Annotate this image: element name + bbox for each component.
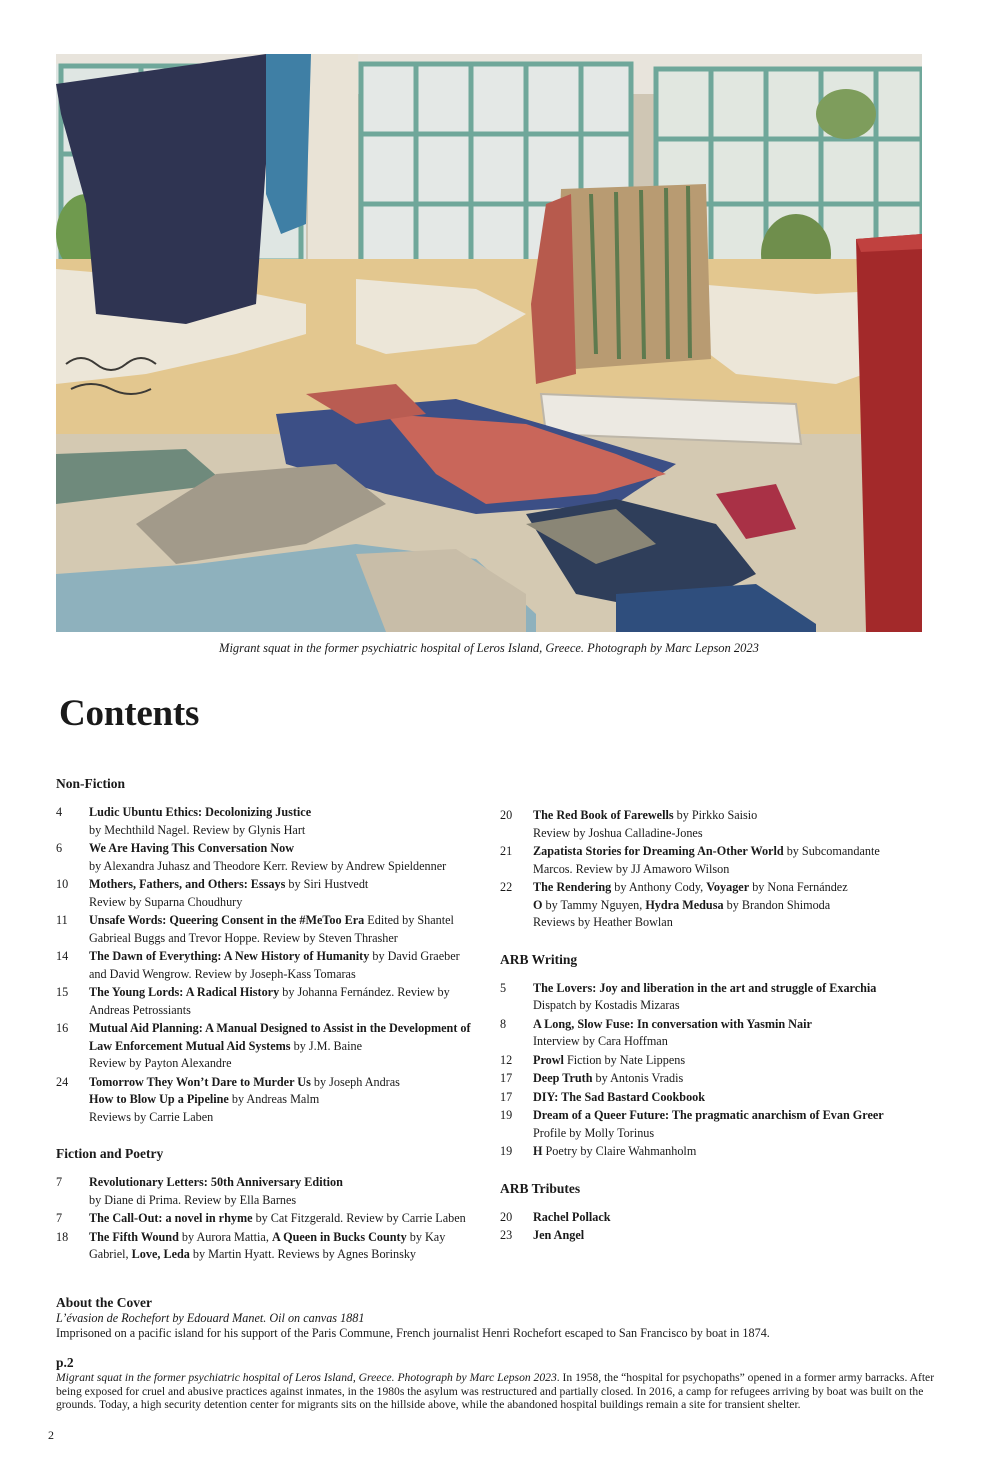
contents-title: Contents xyxy=(59,693,200,734)
section-heading: Fiction and Poetry xyxy=(56,1146,164,1161)
entry-credit: by Diane di Prima. Review by Ella Barnes xyxy=(89,1192,297,1207)
contents-entry xyxy=(56,876,486,911)
entry-title: The Young Lords: A Radical History xyxy=(89,985,280,999)
abandoned-room-illustration xyxy=(56,54,922,632)
entry-title: Hydra Medusa xyxy=(645,897,724,912)
entry-credit: by Martin Hyatt. Reviews by Agnes Borinsky xyxy=(189,1247,417,1261)
entry-title: Dream of a Queer Future: The pragmatic anarchism of Evan Greer xyxy=(533,1108,884,1122)
entry-title: Ludic Ubuntu Ethics: Decolonizing Justice xyxy=(89,805,312,819)
entry-credit: by Andreas Malm xyxy=(228,1092,320,1106)
entry-line xyxy=(533,1033,930,1051)
entry-line xyxy=(89,1210,486,1228)
contents-entry xyxy=(500,807,930,842)
entry-page-number: 17 xyxy=(500,1071,513,1085)
entry-page-number: 5 xyxy=(500,980,507,995)
entry-page-number: 20 xyxy=(500,808,513,822)
entry-credit: Poetry by Claire Wahmanholm xyxy=(542,1144,697,1158)
about-cover-credit: L’évasion de Rochefort by Edouard Manet. Oil on canvas 1881 xyxy=(56,1311,365,1325)
entry-title: A Long, Slow Fuse: In conversation with Yasmin Nair xyxy=(533,1016,812,1031)
entry-page-number: 7 xyxy=(56,1211,63,1225)
entry-credit: Dispatch by Kostadis Mizaras xyxy=(533,998,680,1012)
entry-line xyxy=(533,1227,930,1245)
section-heading: Non-Fiction xyxy=(56,776,125,791)
entry-credit: by Antonis Vradis xyxy=(592,1071,684,1085)
entry-title: We Are Having This Conversation Now xyxy=(89,841,295,855)
contents-entry xyxy=(56,984,486,1019)
entry-page-number: 7 xyxy=(56,1175,63,1189)
entry-title: Law Enforcement Mutual Aid Systems xyxy=(89,1038,291,1053)
entry-line xyxy=(89,858,486,876)
entry-line xyxy=(89,984,486,1002)
entry-title: The Fifth Wound xyxy=(89,1229,179,1244)
entry-credit: by Alexandra Juhasz and Theodore Kerr. Review by Andrew Spieldenner xyxy=(89,858,447,873)
about-the-cover xyxy=(56,1294,946,1341)
entry-page-number: 21 xyxy=(500,844,513,858)
entry-title: The Red Book of Farewells xyxy=(533,808,674,822)
entry-title: A Queen in Bucks County xyxy=(271,1229,407,1244)
entry-line xyxy=(533,861,930,879)
contents-entry xyxy=(56,1229,486,1264)
entry-page-number: 19 xyxy=(500,1108,513,1122)
contents-left-column xyxy=(56,774,486,1265)
entry-page-number: 11 xyxy=(56,913,68,927)
contents-entry xyxy=(56,1074,486,1127)
entry-title: Rachel Pollack xyxy=(533,1209,611,1224)
entry-line xyxy=(89,1109,486,1127)
entry-credit: by Nona Fernández xyxy=(749,880,848,894)
entry-page-number: 23 xyxy=(500,1228,513,1242)
entry-credit: Fiction by Nate Lippens xyxy=(563,1052,686,1067)
entry-line xyxy=(533,1125,930,1143)
entry-line xyxy=(533,1052,930,1070)
entry-line xyxy=(89,966,486,984)
p2-note xyxy=(56,1355,948,1412)
entry-line xyxy=(89,930,486,948)
entry-line xyxy=(89,948,486,966)
entry-page-number: 22 xyxy=(500,880,513,894)
entry-credit: Review by Payton Alexandre xyxy=(89,1056,232,1070)
entry-page-number: 6 xyxy=(56,841,63,855)
entry-title: Love, Leda xyxy=(131,1247,190,1261)
entry-title: The Lovers: Joy and liberation in the art and struggle of Exarchia xyxy=(533,980,877,995)
contents-entry xyxy=(56,1210,486,1228)
entry-line xyxy=(533,914,930,932)
entry-line xyxy=(533,980,930,998)
entry-title: DIY: The Sad Bastard Cookbook xyxy=(533,1089,706,1104)
entry-line xyxy=(89,1246,486,1264)
entry-title: Voyager xyxy=(706,880,750,894)
contents-entry xyxy=(500,1016,930,1051)
entry-line xyxy=(533,843,930,861)
entry-credit: Edited by Shantel xyxy=(364,913,454,927)
about-cover-heading: About the Cover xyxy=(56,1295,152,1310)
entry-line xyxy=(533,825,930,843)
entry-credit: Gabriel, xyxy=(89,1247,132,1261)
entry-credit: by Mechthild Nagel. Review by Glynis Hart xyxy=(89,822,306,837)
entry-credit: Reviews by Heather Bowlan xyxy=(533,915,673,929)
entry-credit: Interview by Cara Hoffman xyxy=(533,1034,668,1048)
entry-line xyxy=(89,894,486,912)
contents-entry xyxy=(56,1174,486,1209)
entry-line xyxy=(533,1089,930,1107)
entry-line xyxy=(89,1192,486,1210)
entry-page-number: 19 xyxy=(500,1144,513,1158)
contents-entry xyxy=(500,1143,930,1161)
entry-line xyxy=(533,1143,930,1161)
page-number: 2 xyxy=(48,1428,54,1442)
entry-page-number: 20 xyxy=(500,1209,513,1224)
entry-page-number: 12 xyxy=(500,1052,513,1067)
contents-entry xyxy=(500,1089,930,1107)
contents-entry xyxy=(500,1107,930,1142)
entry-credit: and David Wengrow. Review by Joseph-Kass Tomaras xyxy=(89,966,356,981)
entry-credit: Gabrieal Buggs and Trevor Hoppe. Review by Steven Thrasher xyxy=(89,930,398,945)
contents-entry xyxy=(56,804,486,839)
entry-page-number: 15 xyxy=(56,985,69,999)
entry-line xyxy=(89,840,486,858)
cover-photo xyxy=(56,54,922,632)
entry-title: Mutual Aid Planning: A Manual Designed to Assist in the Development of xyxy=(89,1021,471,1035)
contents-entry xyxy=(500,980,930,1015)
entry-line xyxy=(89,1174,486,1192)
entry-line xyxy=(89,876,486,894)
entry-page-number: 16 xyxy=(56,1021,69,1035)
entry-line xyxy=(89,822,486,840)
entry-line xyxy=(89,804,486,822)
entry-title: The Dawn of Everything: A New History of Humanity xyxy=(89,949,370,963)
contents-entry xyxy=(56,1020,486,1073)
entry-title: Tomorrow They Won’t Dare to Murder Us xyxy=(89,1074,311,1089)
section-heading: ARB Tributes xyxy=(500,1180,581,1196)
p2-text: . In 1958, the “hospital for psychopaths” opened in a former army barracks. After being exposed for cruel and abusive practices against inmates, in the 1980s the asylum was restructured and partially closed. In 2016, a camp for refugees arriving by boat was built on the grounds. Today, a high security detention center for migrants sits on the hillside above, while the abandoned hospital buildings remain a site for transient shelter. xyxy=(56,1371,935,1411)
entry-line xyxy=(533,997,930,1015)
entry-credit: Andreas Petrossiants xyxy=(89,1002,191,1017)
entry-line xyxy=(89,1038,486,1056)
contents-entry xyxy=(500,879,930,932)
entry-credit: Marcos. Review by JJ Amaworo Wilson xyxy=(533,861,730,876)
contents-entry xyxy=(500,1227,930,1245)
entry-credit: by Kay xyxy=(406,1229,446,1244)
entry-page-number: 4 xyxy=(56,805,63,819)
entry-title: Revolutionary Letters: 50th Anniversary Edition xyxy=(89,1175,343,1189)
entry-page-number: 14 xyxy=(56,949,69,963)
contents-entry xyxy=(56,948,486,983)
p2-credit: Migrant squat in the former psychiatric hospital of Leros Island, Greece. Photograph by Marc Lepson 2023 xyxy=(56,1371,557,1384)
entry-title: Jen Angel xyxy=(533,1228,585,1242)
entry-credit: Review by Joshua Calladine-Jones xyxy=(533,825,703,840)
entry-line xyxy=(89,1229,486,1247)
entry-title: The Rendering xyxy=(533,880,612,894)
entry-credit: by Brandon Shimoda xyxy=(723,897,831,912)
entry-page-number: 24 xyxy=(56,1074,69,1089)
entry-line xyxy=(533,1209,930,1227)
entry-credit: by J.M. Baine xyxy=(290,1038,362,1053)
entry-line xyxy=(89,912,486,930)
entry-credit: by Cat Fitzgerald. Review by Carrie Laben xyxy=(252,1211,466,1225)
entry-line xyxy=(533,879,930,897)
entry-line xyxy=(533,1070,930,1088)
entry-title: The Call-Out: a novel in rhyme xyxy=(89,1211,253,1225)
entry-credit: by Siri Hustvedt xyxy=(285,877,369,891)
about-cover-text: Imprisoned on a pacific island for his support of the Paris Commune, French journalist Henri Rochefort escaped to San Francisco by boat in 1874. xyxy=(56,1326,770,1340)
entry-title: Zapatista Stories for Dreaming An-Other World xyxy=(533,844,784,858)
entry-credit: Profile by Molly Torinus xyxy=(533,1125,655,1140)
entry-credit: by Johanna Fernández. Review by xyxy=(279,985,450,999)
entry-title: O xyxy=(533,897,543,912)
contents-right-column xyxy=(500,807,930,1246)
entry-line xyxy=(533,1016,930,1034)
entry-title: Unsafe Words: Queering Consent in the #MeToo Era xyxy=(89,913,365,927)
contents-entry xyxy=(500,1052,930,1070)
entry-credit: by Joseph Andras xyxy=(310,1074,400,1089)
entry-credit: by Tammy Nguyen, xyxy=(542,897,646,912)
entry-credit: by Pirkko Saisio xyxy=(673,808,758,822)
contents-entry xyxy=(500,1070,930,1088)
p2-heading: p.2 xyxy=(56,1355,74,1370)
entry-line xyxy=(89,1091,486,1109)
section-heading: ARB Writing xyxy=(500,951,578,967)
entry-page-number: 10 xyxy=(56,877,69,891)
entry-page-number: 18 xyxy=(56,1229,69,1244)
contents-entry xyxy=(56,840,486,875)
entry-line xyxy=(89,1055,486,1073)
contents-entry xyxy=(56,912,486,947)
entry-credit: Reviews by Carrie Laben xyxy=(89,1109,214,1124)
entry-page-number: 17 xyxy=(500,1089,513,1104)
entry-title: H xyxy=(533,1144,543,1158)
entry-credit: by Anthony Cody, xyxy=(611,880,707,894)
entry-credit: Review by Suparna Choudhury xyxy=(89,894,243,909)
contents-entry xyxy=(500,1209,930,1227)
entry-line xyxy=(533,1107,930,1125)
entry-line xyxy=(89,1020,486,1038)
entry-title: Mothers, Fathers, and Others: Essays xyxy=(89,877,286,891)
entry-line xyxy=(89,1074,486,1092)
entry-line xyxy=(533,807,930,825)
entry-credit: by Subcomandante xyxy=(783,844,880,858)
entry-credit: by David Graeber xyxy=(369,949,460,963)
entry-line xyxy=(89,1002,486,1020)
contents-entry xyxy=(500,843,930,878)
entry-credit: by Aurora Mattia, xyxy=(178,1229,272,1244)
entry-line xyxy=(533,897,930,915)
entry-title: How to Blow Up a Pipeline xyxy=(89,1092,229,1106)
photo-caption: Migrant squat in the former psychiatric hospital of Leros Island, Greece. Photograph by Marc Lepson 2023 xyxy=(219,641,759,655)
entry-page-number: 8 xyxy=(500,1016,507,1031)
entry-title: Prowl xyxy=(533,1052,564,1067)
entry-title: Deep Truth xyxy=(533,1071,593,1085)
